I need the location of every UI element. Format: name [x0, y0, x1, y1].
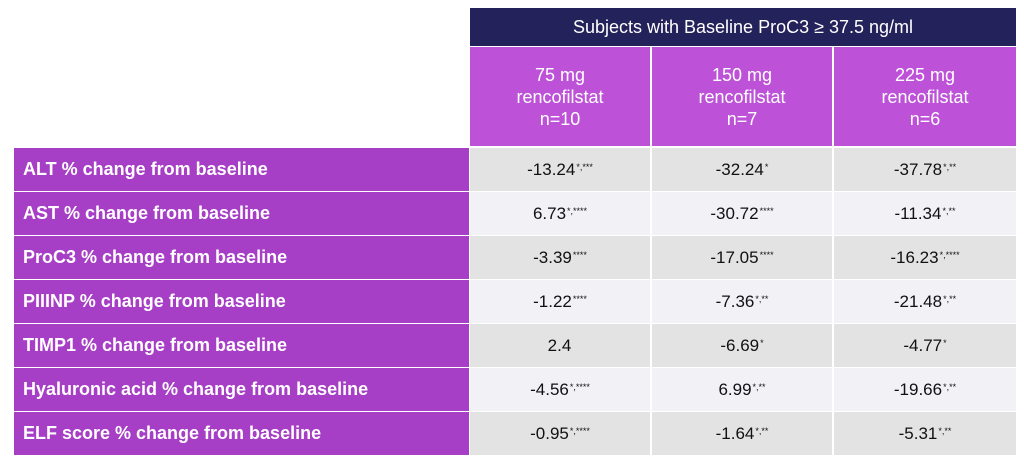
dose-column-header-150 [652, 47, 832, 146]
table-cell: -0.95 *,**** [470, 412, 650, 455]
table-cell: -1.22 **** [470, 280, 650, 323]
table-cell: -3.39 **** [470, 236, 650, 279]
row-label: Hyaluronic acid % change from baseline [14, 368, 469, 411]
table-row-ast [14, 192, 1016, 235]
drug-label: rencofilstat [516, 86, 604, 107]
table-cell: 2.4 [470, 324, 650, 367]
table-cell: -1.64 *,** [652, 412, 832, 455]
dose-label: 75 mg [534, 64, 586, 85]
table-row-alt [14, 148, 1016, 191]
dose-label: 225 mg [894, 64, 956, 85]
table-cell: -19.66 *,** [834, 368, 1016, 411]
table-cell: -11.34 *,** [834, 192, 1016, 235]
table-cell: -17.05 **** [652, 236, 832, 279]
group-header [470, 8, 1016, 46]
dose-label: 150 mg [711, 64, 773, 85]
row-label: AST % change from baseline [14, 192, 469, 235]
table-cell: -21.48 *,** [834, 280, 1016, 323]
table-row-hyaluronic-acid [14, 368, 1016, 411]
n-label: n=6 [909, 108, 941, 129]
table-cell: -37.78 *,** [834, 148, 1016, 191]
row-label: TIMP1 % change from baseline [14, 324, 469, 367]
table-cell: 6.73 *,**** [470, 192, 650, 235]
n-label: n=7 [726, 108, 758, 129]
row-label: ProC3 % change from baseline [14, 236, 469, 279]
row-label: ELF score % change from baseline [14, 412, 469, 455]
table-row-proc3 [14, 236, 1016, 279]
dose-column-header-75 [470, 47, 650, 146]
drug-label: rencofilstat [698, 86, 786, 107]
table-cell: -30.72 **** [652, 192, 832, 235]
n-label: n=10 [539, 108, 581, 129]
table-row-piiinp [14, 280, 1016, 323]
row-label: PIIINP % change from baseline [14, 280, 469, 323]
table-cell: -13.24 *,*** [470, 148, 650, 191]
dose-column-header-225 [834, 47, 1016, 146]
table-cell: -4.77 * [834, 324, 1016, 367]
row-label: ALT % change from baseline [14, 148, 469, 191]
group-header-title: Subjects with Baseline ProC3 ≥ 37.5 ng/ml [572, 16, 914, 37]
table-row-timp1 [14, 324, 1016, 367]
table-row-elf-score [14, 412, 1016, 455]
table-cell: -32.24 * [652, 148, 832, 191]
drug-label: rencofilstat [881, 86, 969, 107]
table-cell: -5.31 *,** [834, 412, 1016, 455]
table-cell: -16.23 *,**** [834, 236, 1016, 279]
table-cell: -4.56 *,**** [470, 368, 650, 411]
table-cell: 6.99 *,** [652, 368, 832, 411]
table-cell: -7.36 *,** [652, 280, 832, 323]
table-cell: -6.69 * [652, 324, 832, 367]
